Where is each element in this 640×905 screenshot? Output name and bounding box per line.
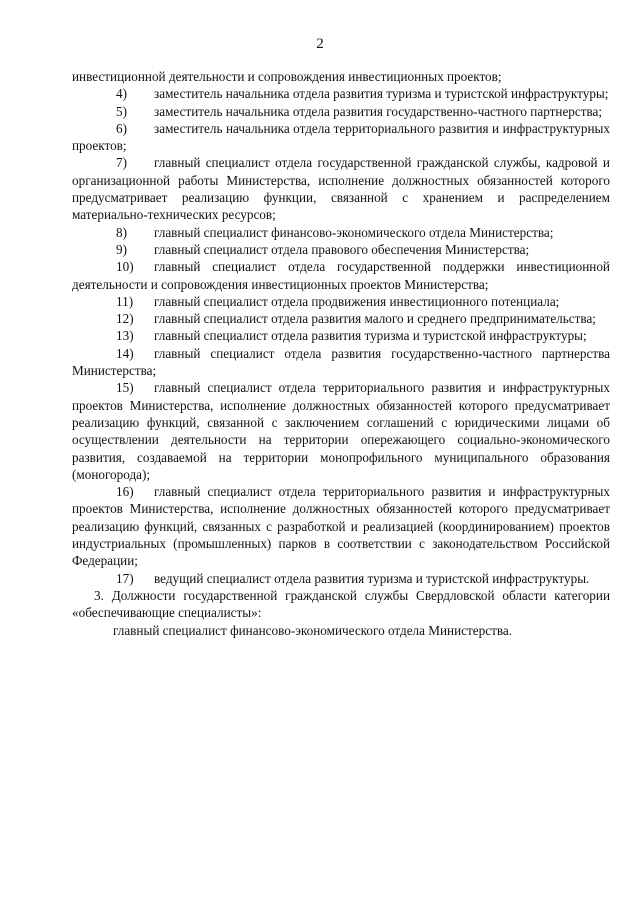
item-number: 10) [116,259,134,275]
list-item [72,224,610,241]
item-text: главный специалист отдела государственной гражданской службы, кадровой и организационной работы Министерства, исполнение должностных обязанностей которого предусматривает реализацию функции, связанной с хранением и распределением материально-технических ресурсов; [72,155,610,223]
item-number: 11) [116,293,134,309]
item-text: главный специалист отдела территориального развития и инфраструктурных проектов Министерства, исполнение должностных обязанностей которого предусматривает реализацию функций, связанной с заключением соглашений с юридическими лицами об осуществлении деятельности на территории опережающего социально-экономического развития, создаваемой на территории монопрофильного муниципального образования (моногорода); [72,380,610,482]
item-text: главный специалист финансово-экономического отдела Министерства; [154,224,554,240]
list-item [72,154,610,223]
item-number: 5) [116,103,127,119]
list-item [72,483,610,569]
list-item [72,120,610,155]
list-item [72,310,610,327]
lead-paragraph: инвестиционной деятельности и сопровождения инвестиционных проектов; [72,69,502,84]
list-item [72,293,610,310]
item-text: главный специалист отдела продвижения инвестиционного потенциала; [154,293,560,309]
section-3-item: главный специалист финансово-экономического отдела Министерства. [113,622,513,638]
item-number: 17) [116,570,134,586]
item-number: 14) [116,345,134,361]
item-text: заместитель начальника отдела территориального развития и инфраструктурных проектов; [72,120,610,154]
item-number: 15) [116,380,134,396]
item-number: 8) [116,224,127,240]
item-number: 6) [116,120,127,136]
document-body [72,68,610,639]
page-number: 2 [316,36,324,52]
item-text: главный специалист отдела развития малого и среднего предпринимательства; [154,311,596,327]
list-item [72,241,610,258]
list-item [72,379,610,483]
item-text: заместитель начальника отдела развития государственно-частного партнерства; [154,103,603,119]
list-item [72,570,610,587]
list-item [72,345,610,380]
item-text: заместитель начальника отдела развития туризма и туристской инфраструктуры; [154,86,609,102]
list-item [72,327,610,344]
positions-list [72,85,610,587]
item-number: 9) [116,241,127,257]
list-item [72,258,610,293]
item-number: 13) [116,328,134,344]
list-item [72,85,610,102]
item-text: главный специалист отдела правового обеспечения Министерства; [154,241,530,257]
item-number: 4) [116,86,127,102]
item-number: 12) [116,311,134,327]
section-3-heading: 3. Должности государственной гражданской службы Свердловской области категории «обеспечивающие специалисты»: [72,587,610,621]
item-text: ведущий специалист отдела развития туризма и туристской инфраструктуры. [154,570,590,586]
item-text: главный специалист отдела государственной поддержки инвестиционной деятельности и сопровождения инвестиционных проектов Министерства; [72,259,610,292]
item-number: 16) [116,484,134,500]
item-text: главный специалист отдела развития государственно-частного партнерства Министерства; [72,345,610,379]
list-item [72,103,610,120]
item-text: главный специалист отдела развития туризма и туристской инфраструктуры; [154,328,587,344]
item-number: 7) [116,155,127,171]
item-text: главный специалист отдела территориального развития и инфраструктурных проектов Министерства, исполнение должностных обязанностей которого предусматривает реализацию функций, связанных с разработкой и реализацией (координированием) проектов индустриальных (промышленных) парков в соответствии с законодательством Российской Федерации; [72,484,610,569]
